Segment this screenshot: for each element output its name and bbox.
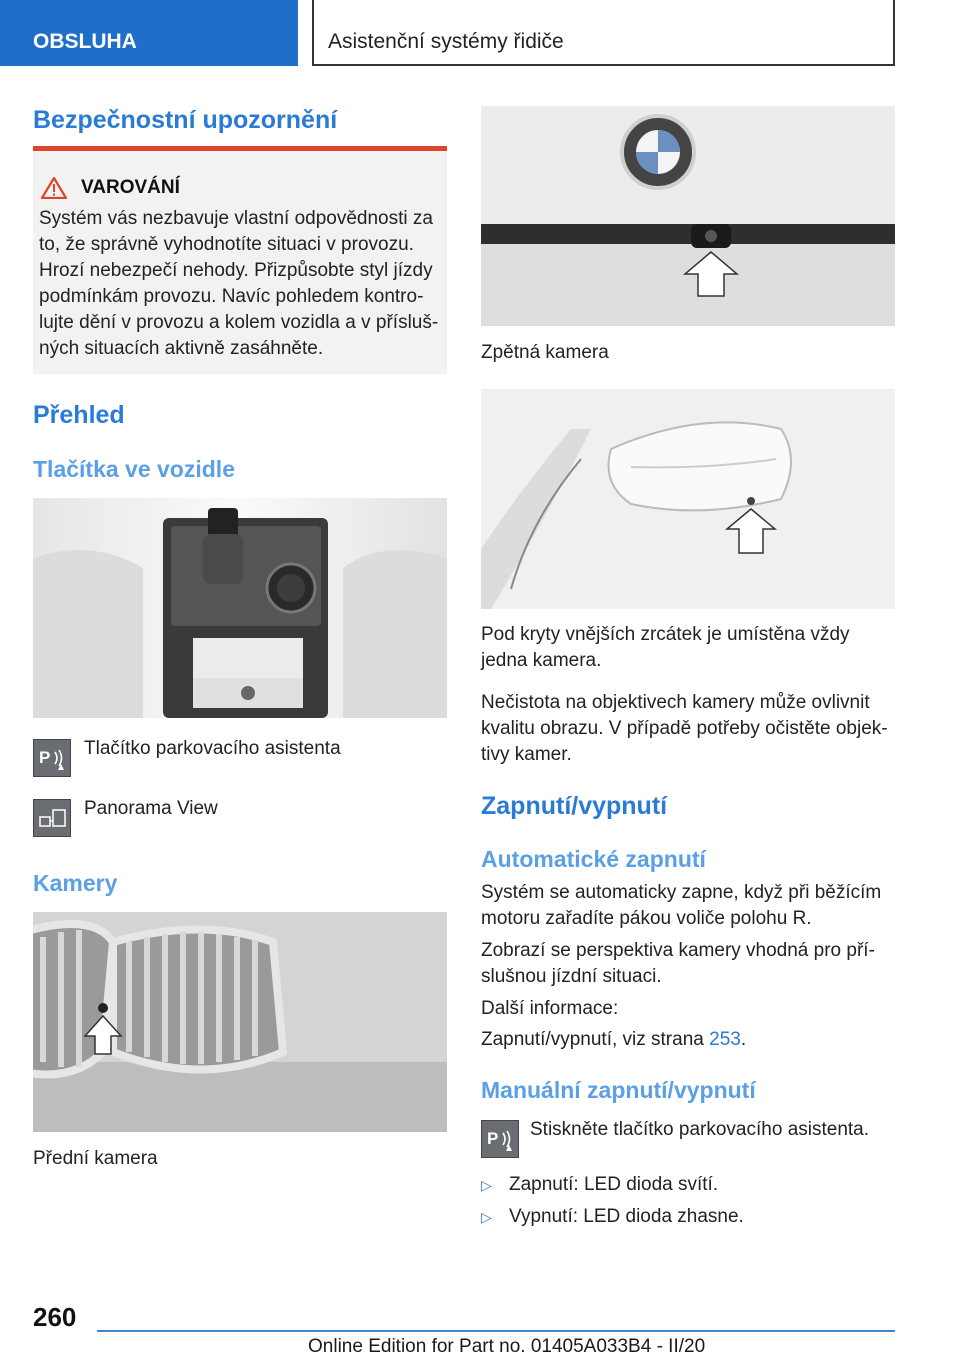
svg-text:P: P [487,1129,499,1148]
rear-camera-image [481,106,895,326]
manual-onoff-heading: Manuální zapnutí/vypnutí [481,1077,756,1103]
center-console-image [33,498,447,718]
page-link[interactable]: 253 [709,1029,741,1050]
onoff-heading: Zapnutí/vypnutí [481,792,668,820]
text-line: Zobrazí se perspektiva kamery vhodná pro pří- [481,940,875,961]
warning-label: VAROVÁNÍ [81,177,180,198]
panorama-label: Panorama View [84,798,218,819]
warning-line: ných situacích aktivně zasáhněte. [39,338,324,359]
svg-text:P: P [39,748,51,767]
lens-dirt-note [481,690,888,768]
cameras-heading: Kamery [33,870,118,896]
chapter-title: Asistenční systémy řidiče [328,30,564,53]
warning-triangle-icon [41,177,67,199]
warning-line: podmínkám provozu. Navíc pohledem kontro- [39,286,424,307]
text-line: motoru zařadíte pákou voliče polohu R. [481,908,812,929]
overview-heading: Přehled [33,401,125,429]
text-line: slušnou jízdní situaci. [481,966,662,987]
warning-line: to, že správně vyhodnotíte situaci v provozu. [39,234,414,255]
footer-divider [97,1330,895,1332]
cross-reference [481,1027,746,1053]
auto-on-heading: Automatické zapnutí [481,846,706,872]
list-item [481,1204,744,1230]
text-line: Systém se automaticky zapne, když při běžícím [481,882,882,903]
cross-reference-dot: . [740,1029,747,1050]
front-camera-caption: Přední kamera [33,1148,158,1169]
parking-button-label: Tlačítko parkovacího asistenta [84,738,341,759]
text-line: jedna kamera. [481,650,602,671]
bullet-text: Zapnutí: LED dioda svítí. [509,1174,719,1195]
perspective-text [481,938,875,990]
text-line: Pod kryty vnějších zrcátek je umístěna vždy [481,624,850,645]
warning-text [39,206,439,362]
page-number: 260 [33,1302,77,1332]
cross-reference-text: Zapnutí/vypnutí, viz strana [481,1029,710,1050]
section-label: OBSLUHA [33,30,137,53]
manual-onoff-text: Stiskněte tlačítko parkovacího asistenta. [530,1119,870,1140]
warning-box [33,146,447,374]
page-header [0,0,960,66]
panorama-view-icon [33,799,71,837]
parking-assistant-icon [481,1120,519,1158]
warning-line: lujte dění v provozu a kolem vozidla a v přísluš- [39,312,439,333]
auto-on-text [481,880,881,932]
parking-assistant-icon [33,739,71,777]
text-line: Nečistota na objektivech kamery může ovlivnit [481,692,870,713]
safety-heading: Bezpečnostní upozornění [33,106,338,134]
front-camera-image [33,912,447,1132]
rear-camera-caption: Zpětná kamera [481,342,609,363]
text-line: tivy kamer. [481,744,572,765]
bullet-triangle-icon: ▷ [481,1209,492,1225]
chapter-box [312,0,895,66]
section-tab [0,0,298,66]
mirror-camera-image [481,389,895,609]
text-line: kvalitu obrazu. V případě potřeby očistěte objek- [481,718,888,739]
more-info-label: Další informace: [481,998,619,1019]
warning-line: Hrozí nebezpečí nehody. Přizpůsobte styl jízdy [39,260,433,281]
list-item [481,1172,718,1198]
warning-header [41,177,180,199]
edition-label: Online Edition for Part no. 01405A033B4 - II/20 [308,1336,706,1357]
warning-line: Systém vás nezbavuje vlastní odpovědnosti za [39,208,433,229]
bullet-text: Vypnutí: LED dioda zhasne. [509,1206,744,1227]
buttons-heading: Tlačítka ve vozidle [33,456,235,482]
bullet-triangle-icon: ▷ [481,1177,492,1193]
mirror-caption [481,622,850,674]
